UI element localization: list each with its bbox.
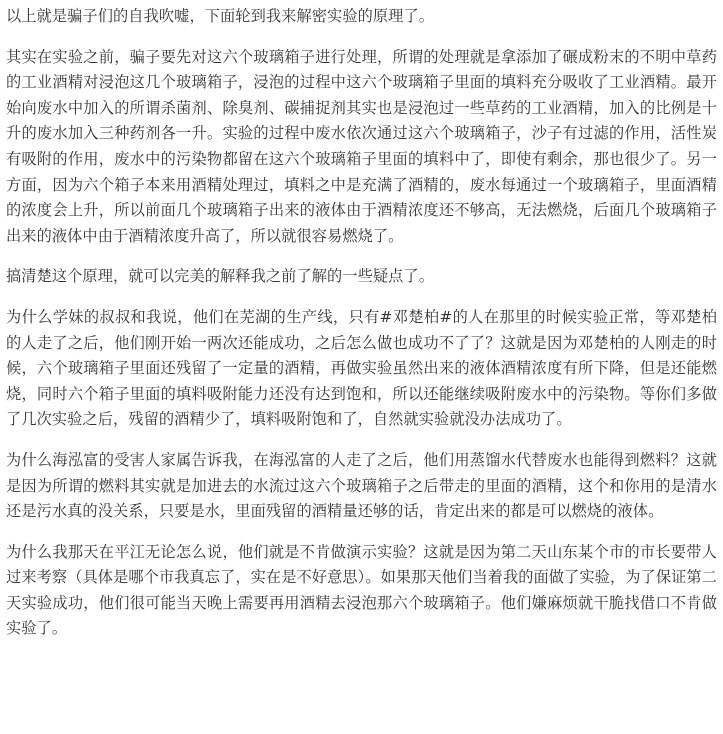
paragraph-experiment-principle: 其实在实验之前，骗子要先对这六个玻璃箱子进行处理，所谓的处理就是拿添加了碾成粉末的不明中草药的工业酒精对浸泡这几个玻璃箱子，浸泡的过程中这六个玻璃箱子里面的填料充分吸收了工业酒精。最开始向废水中加入的所谓杀菌剂、除臭剂、碳捕捉剂其实也是浸泡过一些草药的工业酒精，加入的比例是十升的废水加入三种药剂各一升。实验的过程中废水依次通过这六个玻璃箱子，沙子有过滤的作用，活性炭有吸附的作用，废水中的污染物都留在这六个玻璃箱子里面的填料中了，即使有剩余，那也很少了。另一方面，因为六个箱子本来用酒精处理过，填料之中是充满了酒精的，废水每通过一个玻璃箱子，里面酒精的浓度会上升，所以前面几个玻璃箱子出来的液体由于酒精浓度还不够高，无法燃烧，后面几个玻璃箱子出来的液体中由于酒精浓度升高了，所以就很容易燃烧了。 bbox=[6, 47, 717, 245]
paragraph-intro: 以上就是骗子们的自我吹嘘，下面轮到我来解密实验的原理了。 bbox=[6, 7, 435, 25]
paragraph-transition: 搞清楚这个原理，就可以完美的解释我之前了解的一些疑点了。 bbox=[6, 267, 435, 286]
paragraph-pingjiang-question: 为什么我那天在平江无论怎么说，他们就是不肯做演示实验？这就是因为第二天山东某个市的市长要带人过来考察（具体是哪个市我真忘了，实在是不好意思）。如果那天他们当着我的面做了实验，为了保证第二天实验成功，他们很可能当天晚上需要再用酒精去浸泡那六个玻璃箱子。他们嫌麻烦就干脆找借口不肯做实验了。 bbox=[6, 542, 717, 638]
paragraph-haihongfu-question: 为什么海泓富的受害人家属告诉我，在海泓富的人走了之后，他们用蒸馏水代替废水也能得到燃料？这就是因为所谓的燃料其实就是加进去的水流过这六个玻璃箱子之后带走的里面的酒精，这个和你用的是清水还是污水真的没关系，只要是水，里面残留的酒精量还够的话，肯定出来的都是可以燃烧的液体。 bbox=[6, 450, 717, 521]
paragraph-wuhu-question: 为什么学妹的叔叔和我说，他们在芜湖的生产线，只有#邓楚柏#的人在那里的时候实验正常，等邓楚柏的人走了之后，他们刚开始一两次还能成功，之后怎么做也成功不了了？这就是因为邓楚柏的人刚走的时候，六个玻璃箱子里面还残留了一定量的酒精，再做实验虽然出来的液体酒精浓度有所下降，但是还能燃烧，同时六个箱子里面的填料吸附能力还没有达到饱和，所以还能继续吸附废水中的污染物。等你们多做了几次实验之后，残留的酒精少了，填料吸附饱和了，自然就实验就没办法成功了。 bbox=[6, 307, 717, 429]
